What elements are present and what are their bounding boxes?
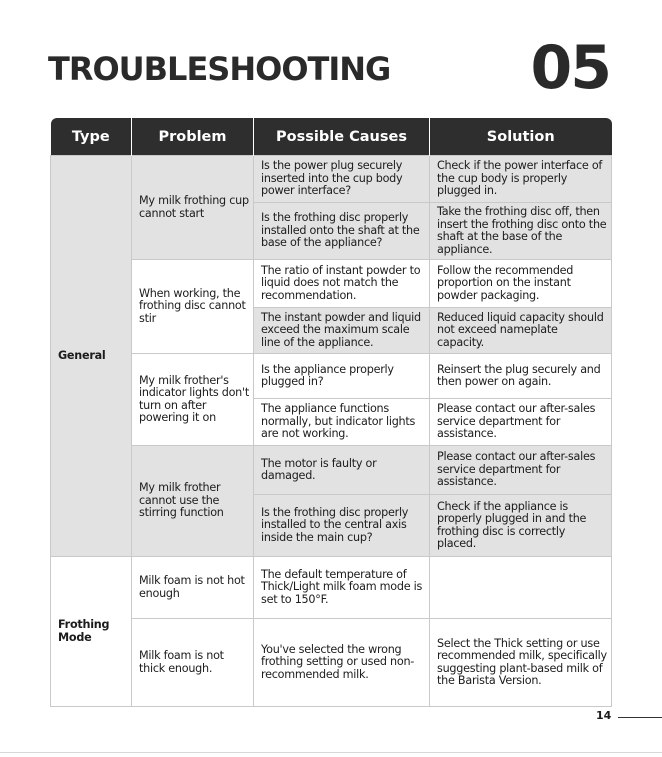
table-row — [51, 354, 612, 399]
solution-cell: Reinsert the plug securely and then power on again. — [430, 354, 612, 399]
problem-cell: My milk frothing cup cannot start — [132, 156, 254, 260]
page-number: 14 — [596, 709, 612, 722]
solution-cell: Please contact our after-sales service department for assistance. — [430, 399, 612, 446]
solution-cell: Take the frothing disc off, then insert the frothing disc onto the shaft at the base of the appliance. — [430, 203, 612, 260]
table-row — [51, 619, 612, 707]
solution-cell: Check if the appliance is properly plugged in and the frothing disc is correctly placed. — [430, 495, 612, 557]
type-cell-frothing-mode: Frothing Mode — [51, 557, 132, 707]
table-row — [51, 260, 612, 308]
chapter-number: 05 — [530, 33, 610, 103]
cause-cell: Is the frothing disc properly installed onto the shaft at the base of the appliance? — [254, 203, 430, 260]
header-solution: Solution — [430, 118, 612, 156]
solution-cell: Check if the power interface of the cup body is properly plugged in. — [430, 156, 612, 203]
problem-cell: Milk foam is not thick enough. — [132, 619, 254, 707]
solution-cell: Follow the recommended proportion on the instant powder packaging. — [430, 260, 612, 308]
solution-cell: Select the Thick setting or use recommended milk, specifically suggesting plant-based milk of the Barista Version. — [430, 619, 612, 707]
bottom-divider — [0, 752, 662, 753]
troubleshooting-table — [50, 118, 612, 707]
solution-cell: Reduced liquid capacity should not exceed nameplate capacity. — [430, 308, 612, 354]
cause-cell: The appliance functions normally, but indicator lights are not working. — [254, 399, 430, 446]
problem-cell: My milk frother's indicator lights don't turn on after powering it on — [132, 354, 254, 446]
solution-cell: Please contact our after-sales service department for assistance. — [430, 446, 612, 495]
page-number-rule — [618, 717, 662, 718]
type-cell-general: General — [51, 156, 132, 557]
cause-cell: The default temperature of Thick/Light milk foam mode is set to 150°F. — [254, 557, 430, 619]
table-row — [51, 446, 612, 495]
solution-cell — [430, 557, 612, 619]
cause-cell: Is the power plug securely inserted into the cup body power interface? — [254, 156, 430, 203]
cause-cell: You've selected the wrong frothing setting or used non-recommended milk. — [254, 619, 430, 707]
table-row — [51, 156, 612, 203]
table-header-row — [51, 118, 612, 156]
problem-cell: Milk foam is not hot enough — [132, 557, 254, 619]
problem-cell: When working, the frothing disc cannot stir — [132, 260, 254, 354]
page-title: TROUBLESHOOTING — [48, 50, 391, 88]
cause-cell: Is the frothing disc properly installed to the central axis inside the main cup? — [254, 495, 430, 557]
header-possible-causes: Possible Causes — [254, 118, 430, 156]
cause-cell: Is the appliance properly plugged in? — [254, 354, 430, 399]
header-problem: Problem — [132, 118, 254, 156]
cause-cell: The ratio of instant powder to liquid does not match the recommendation. — [254, 260, 430, 308]
problem-cell: My milk frother cannot use the stirring function — [132, 446, 254, 557]
table-row — [51, 557, 612, 619]
cause-cell: The motor is faulty or damaged. — [254, 446, 430, 495]
cause-cell: The instant powder and liquid exceed the maximum scale line of the appliance. — [254, 308, 430, 354]
header-type: Type — [51, 118, 132, 156]
